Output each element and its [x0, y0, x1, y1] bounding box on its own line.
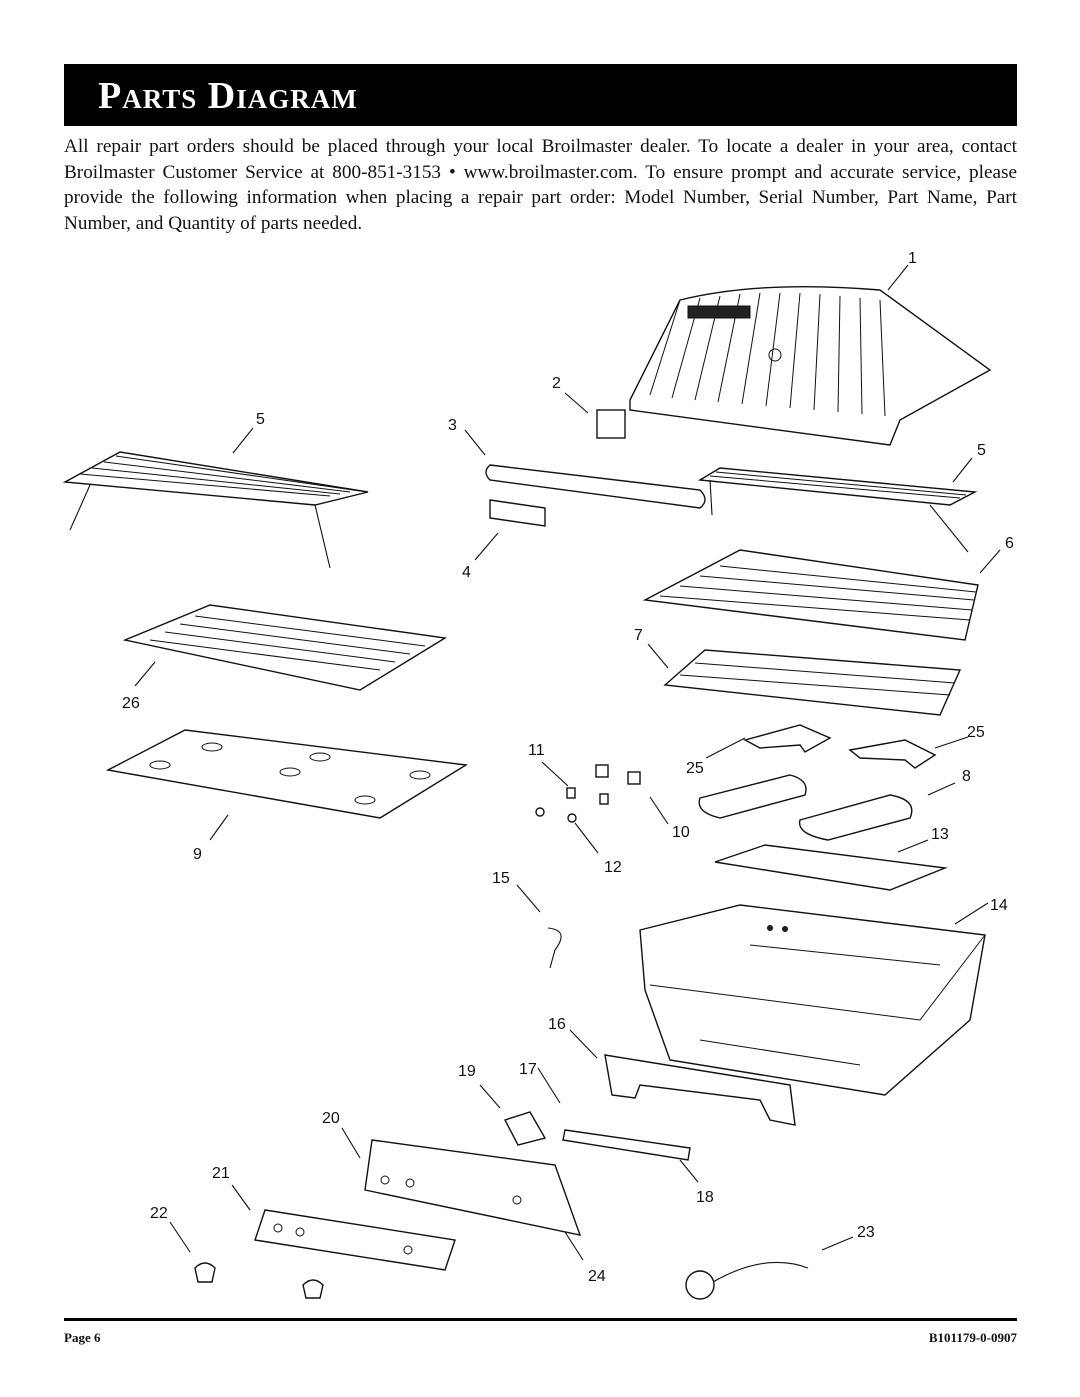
part-knob-a	[195, 1263, 215, 1282]
callout-25-right: 25	[967, 724, 985, 741]
callout-18: 18	[696, 1189, 714, 1206]
callout-12: 12	[604, 859, 622, 876]
callout-20: 20	[322, 1110, 340, 1127]
part-regulator-hose	[686, 1262, 808, 1299]
intro-paragraph: All repair part orders should be placed through your local Broilmaster dealer. To locate a dealer in your area, contact Broilmaster Customer Service at 800-851-3153 • www.broilmaster.com. To ensure prompt and accurate service, please provide the following information when placing a repair part order: Model Number, Serial Number, Part Name, Part Number, and Quantity of parts needed.	[64, 136, 1017, 234]
part-warming-rack-right	[700, 468, 975, 552]
part-firebox	[640, 905, 985, 1095]
part-manifold	[563, 1130, 690, 1160]
callout-15: 15	[492, 870, 510, 887]
callout-25-left: 25	[686, 760, 704, 777]
callout-21: 21	[212, 1165, 230, 1182]
part-tube	[486, 465, 705, 508]
part-warming-rack-left	[65, 452, 368, 568]
callout-3: 3	[448, 417, 457, 434]
callout-22: 22	[150, 1205, 168, 1222]
callout-1: 1	[908, 250, 917, 267]
part-knob-b	[303, 1280, 323, 1298]
callout-23: 23	[857, 1224, 875, 1241]
callout-17: 17	[519, 1061, 537, 1078]
part-wire	[548, 928, 561, 968]
callout-5-right: 5	[977, 442, 986, 459]
callout-19: 19	[458, 1063, 476, 1080]
callout-13: 13	[931, 826, 949, 843]
page-title: Parts Diagram	[98, 75, 358, 117]
callout-26: 26	[122, 695, 140, 712]
callout-14: 14	[990, 897, 1008, 914]
callout-11: 11	[528, 742, 545, 759]
part-small-fittings	[536, 765, 640, 822]
callout-5-left: 5	[256, 411, 265, 428]
part-burner-tray	[125, 605, 445, 690]
part-burner-a	[699, 775, 806, 818]
callout-10: 10	[672, 824, 690, 841]
callout-4: 4	[462, 564, 471, 581]
callout-8: 8	[962, 768, 971, 785]
part-burner-plate	[715, 845, 945, 890]
callout-24: 24	[588, 1268, 606, 1285]
part-plate	[108, 730, 466, 818]
callout-16: 16	[548, 1016, 566, 1033]
part-heat-shield-a	[745, 725, 830, 752]
page-number: Page 6	[64, 1330, 101, 1345]
part-control-panel	[365, 1140, 580, 1235]
callout-7: 7	[634, 627, 643, 644]
callout-9: 9	[193, 846, 202, 863]
footer-rule	[64, 1318, 1017, 1321]
part-ignitor	[505, 1112, 545, 1145]
callout-6: 6	[1005, 535, 1014, 552]
part-lid	[630, 287, 990, 445]
part-rock-grate	[665, 650, 960, 715]
document-number: B101179-0-0907	[928, 1330, 1017, 1345]
part-burner-b	[800, 795, 912, 840]
part-heat-shield-b	[850, 740, 935, 768]
part-cooking-grid	[645, 550, 978, 640]
part-short-tube	[490, 500, 545, 526]
part-thermometer	[597, 410, 625, 438]
callout-2: 2	[552, 375, 561, 392]
part-overlay	[255, 1210, 455, 1270]
